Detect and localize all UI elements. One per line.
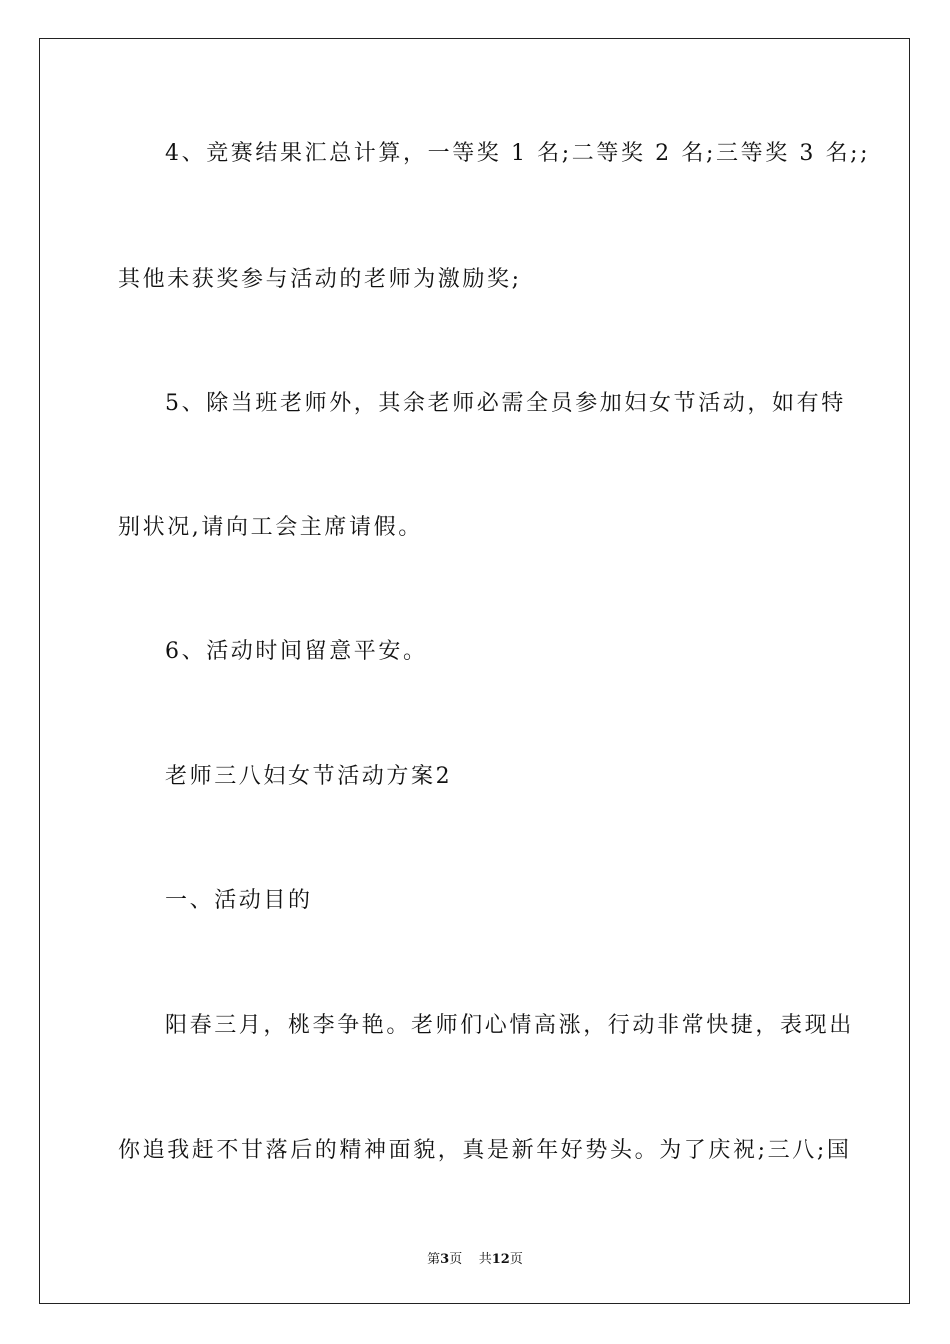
page-border <box>39 38 910 1304</box>
paragraph-line-1: 4、竞赛结果汇总计算，一等奖 1 名;二等奖 2 名;三等奖 3 名;; <box>165 141 871 166</box>
subsection-heading: 一、活动目的 <box>165 888 313 913</box>
footer-total-suffix: 页 <box>509 1252 523 1267</box>
paragraph-line-4: 别状况,请向工会主席请假。 <box>118 515 423 540</box>
footer-page-prefix: 第 <box>427 1252 441 1267</box>
section-heading: 老师三八妇女节活动方案2 <box>165 764 453 789</box>
page-footer <box>0 1248 950 1267</box>
paragraph-line-7: 你追我赶不甘落后的精神面貌，真是新年好势头。为了庆祝;三八;国 <box>118 1138 852 1163</box>
footer-total-pages: 12 <box>491 1252 510 1267</box>
footer-page-number: 3 <box>440 1252 450 1267</box>
paragraph-line-6: 阳春三月，桃李争艳。老师们心情高涨，行动非常快捷，表现出 <box>165 1013 854 1038</box>
paragraph-line-5: 6、活动时间留意平安。 <box>165 639 428 664</box>
paragraph-line-3: 5、除当班老师外，其余老师必需全员参加妇女节活动，如有特 <box>165 391 846 416</box>
paragraph-line-2: 其他未获奖参与活动的老师为激励奖; <box>118 267 522 292</box>
footer-page-suffix: 页 <box>449 1252 463 1267</box>
footer-total-prefix: 共 <box>478 1252 492 1267</box>
